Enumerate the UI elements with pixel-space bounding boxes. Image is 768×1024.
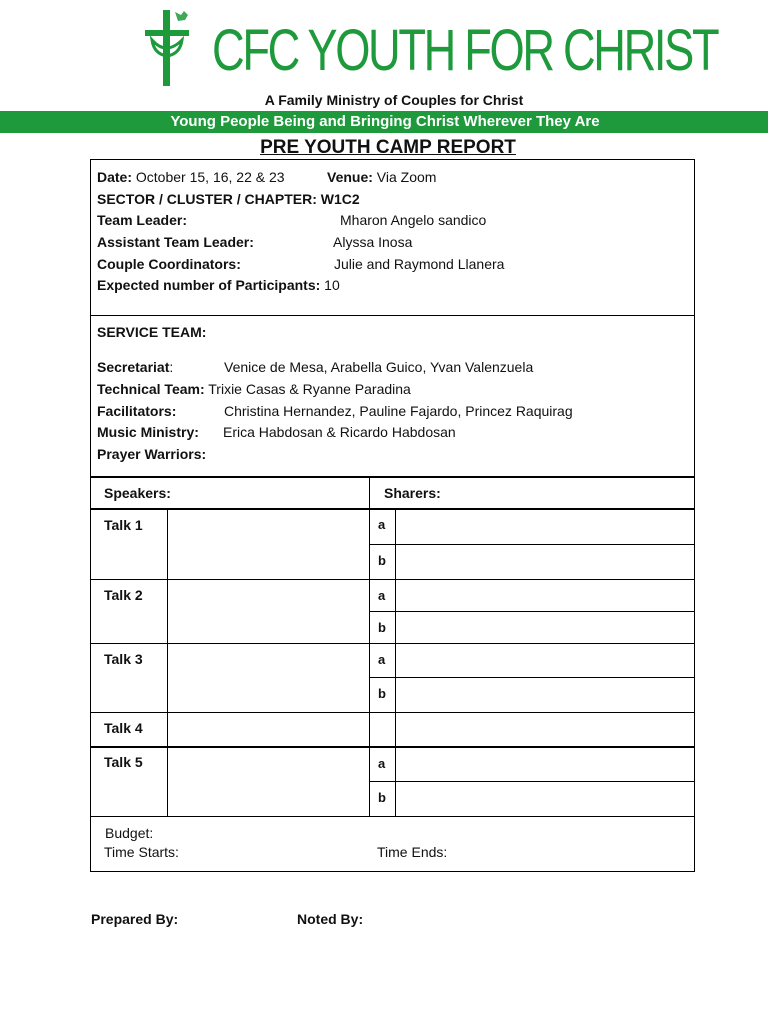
report-title-text: PRE YOUTH CAMP REPORT — [260, 137, 516, 158]
facilitators-label: Facilitators: — [97, 403, 177, 419]
couple-value: Julie and Raymond Llanera — [334, 256, 505, 272]
sharer-a-label: a — [378, 588, 386, 603]
org-title: CFC YOUTH FOR CHRIST — [212, 18, 718, 83]
report-title — [0, 137, 768, 159]
time-starts-label: Time Starts: — [104, 844, 179, 860]
prayer-label: Prayer Warriors: — [97, 446, 207, 462]
divider — [369, 677, 694, 678]
music-row — [97, 423, 199, 441]
sector-label: SECTOR / CLUSTER / CHAPTER: — [97, 191, 317, 207]
sharer-b-label: b — [378, 790, 386, 805]
divider — [91, 643, 694, 644]
sharers-label: Sharers: — [384, 485, 441, 501]
org-subtitle: A Family Ministry of Couples for Christ — [264, 92, 524, 108]
tagline: Young People Being and Bringing Christ Wherever They Are — [170, 113, 600, 130]
couple-label: Couple Coordinators: — [97, 256, 241, 272]
budget-label: Budget: — [105, 825, 154, 841]
venue-label: Venue: — [327, 169, 373, 185]
sharer-b-label: b — [378, 553, 386, 568]
service-team-heading: SERVICE TEAM: — [97, 324, 207, 340]
divider — [167, 509, 168, 816]
music-label: Music Ministry: — [97, 424, 199, 440]
team-leader-value: Mharon Angelo sandico — [340, 212, 487, 228]
prepared-by-label: Prepared By: — [91, 911, 179, 927]
talk-2-label: Talk 2 — [104, 587, 143, 603]
team-leader-row — [97, 211, 187, 229]
technical-label: Technical Team: — [97, 381, 205, 397]
noted-by-label: Noted By: — [297, 911, 364, 927]
divider — [91, 579, 694, 580]
prayer-row — [97, 445, 206, 463]
sharer-b-label: b — [378, 686, 386, 701]
asst-leader-row — [97, 233, 254, 251]
asst-leader-label: Assistant Team Leader: — [97, 234, 254, 250]
participants-value: 10 — [324, 277, 340, 293]
divider — [395, 509, 396, 816]
divider — [369, 544, 694, 545]
divider — [91, 315, 694, 316]
date-row — [97, 168, 285, 186]
talk-4-label: Talk 4 — [104, 720, 143, 736]
divider — [91, 508, 694, 510]
divider — [91, 816, 694, 817]
divider — [369, 477, 370, 816]
report-form — [90, 159, 695, 872]
sharer-b-label: b — [378, 620, 386, 635]
asst-leader-value: Alyssa Inosa — [333, 234, 413, 250]
talk-1-label: Talk 1 — [104, 517, 143, 533]
music-value: Erica Habdosan & Ricardo Habdosan — [223, 424, 456, 440]
facilitators-value: Christina Hernandez, Pauline Fajardo, Princez Raquirag — [224, 403, 573, 419]
technical-value: Trixie Casas & Ryanne Paradina — [208, 381, 411, 397]
team-leader-label: Team Leader: — [97, 212, 187, 228]
divider — [91, 746, 694, 748]
sector-value: W1C2 — [320, 191, 360, 207]
venue-value: Via Zoom — [376, 169, 437, 185]
facilitators-row — [97, 402, 176, 420]
secretariat-row — [97, 358, 173, 376]
sharer-a-label: a — [378, 756, 386, 771]
date-label: Date: — [97, 169, 133, 185]
date-value: October 15, 16, 22 & 23 — [135, 169, 285, 185]
divider — [369, 611, 694, 612]
technical-row — [97, 380, 411, 398]
time-ends-label: Time Ends: — [377, 844, 448, 860]
secretariat-colon: : — [169, 359, 174, 375]
speakers-label: Speakers: — [104, 485, 171, 501]
talk-3-label: Talk 3 — [104, 651, 143, 667]
participants-row — [97, 276, 340, 294]
secretariat-label: Secretariat — [97, 359, 170, 375]
sharer-a-label: a — [378, 652, 386, 667]
divider — [91, 712, 694, 713]
couple-row — [97, 255, 241, 273]
divider — [91, 476, 694, 478]
participants-label: Expected number of Participants: — [97, 277, 321, 293]
secretariat-value: Venice de Mesa, Arabella Guico, Yvan Valenzuela — [224, 359, 534, 375]
talk-5-label: Talk 5 — [104, 754, 143, 770]
sharer-a-label: a — [378, 517, 386, 532]
sector-row — [97, 190, 360, 208]
venue-row — [327, 168, 436, 186]
divider — [369, 781, 694, 782]
cross-dove-logo-icon — [142, 8, 194, 88]
